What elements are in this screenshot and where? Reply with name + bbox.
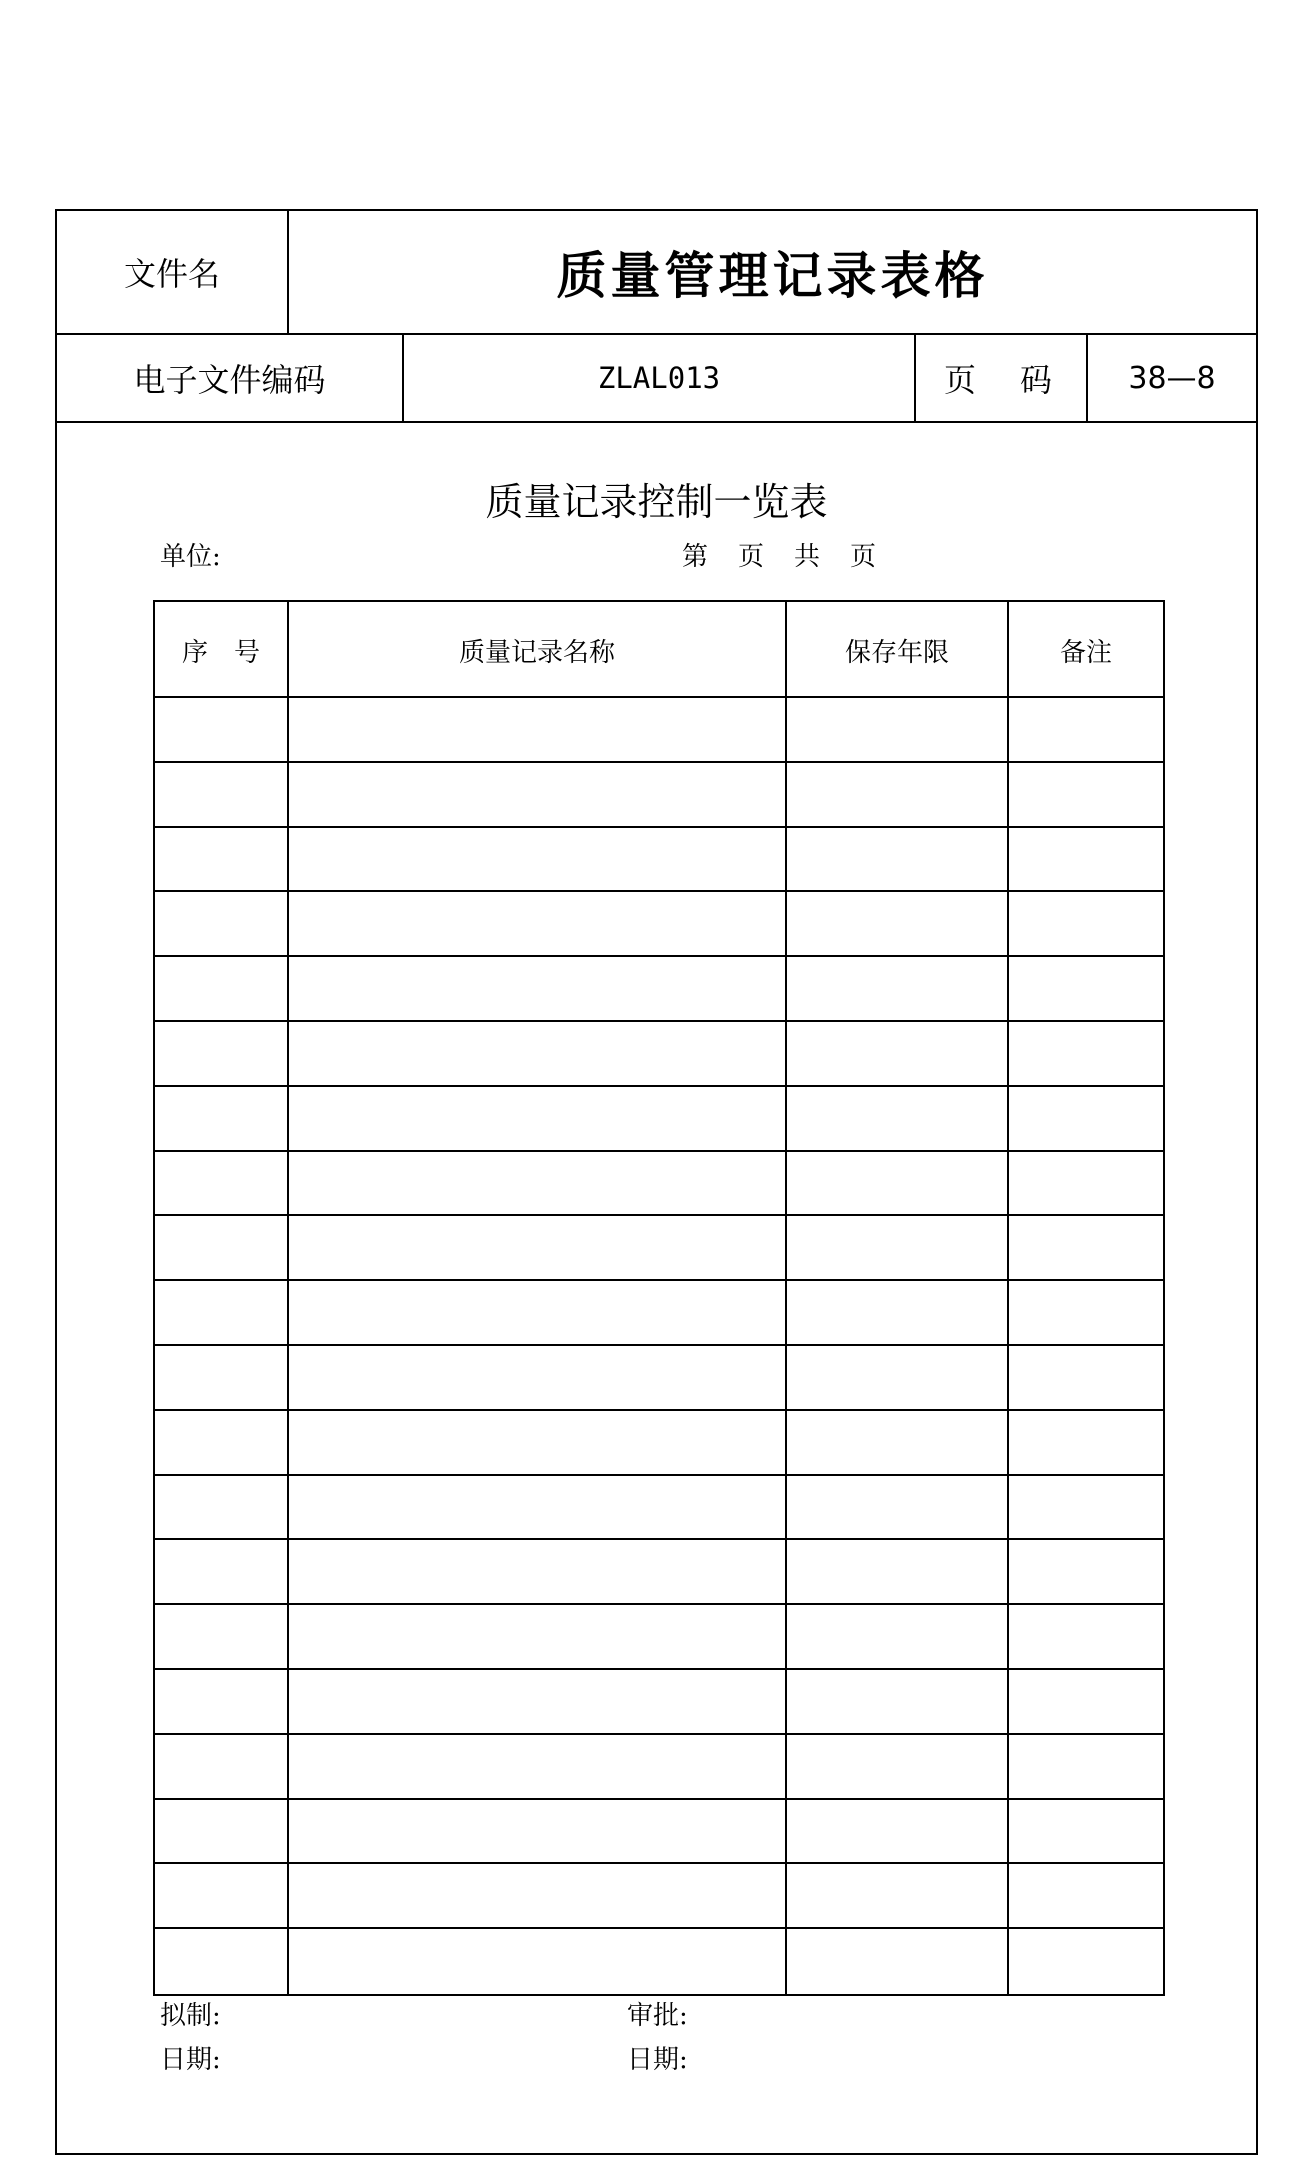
row-rule — [155, 1798, 1163, 1800]
table-row[interactable] — [155, 1605, 1163, 1670]
table-row[interactable] — [155, 1476, 1163, 1541]
page-label: 页 码 — [943, 361, 1058, 399]
form-title: 质量记录控制一览表 — [485, 480, 828, 524]
table-row[interactable] — [155, 1670, 1163, 1735]
header-divider — [287, 211, 289, 333]
unit-label: 单位: — [160, 542, 221, 572]
row-rule — [155, 1409, 1163, 1411]
row-rule — [155, 1344, 1163, 1346]
drafted-by-label: 拟制: — [160, 2001, 221, 2031]
row-rule — [155, 1538, 1163, 1540]
row-rule — [155, 1474, 1163, 1476]
table-row[interactable] — [155, 1540, 1163, 1605]
code-value: ZLAL013 — [597, 361, 721, 395]
records-table — [153, 600, 1165, 1996]
approved-by-label: 审批: — [627, 2001, 688, 2031]
column-header-retention: 保存年限 — [844, 637, 949, 668]
page-of-total: 第 页 共 页 — [682, 542, 879, 572]
column-header-remarks: 备注 — [1059, 637, 1112, 668]
row-rule — [155, 1020, 1163, 1022]
table-row[interactable] — [155, 1800, 1163, 1865]
table-row[interactable] — [155, 1735, 1163, 1800]
row-rule — [155, 1668, 1163, 1670]
row-rule — [155, 761, 1163, 763]
code-label: 电子文件编码 — [133, 361, 326, 399]
row-rule — [155, 1085, 1163, 1087]
document-frame — [55, 209, 1258, 2155]
table-row[interactable] — [155, 828, 1163, 893]
column-header-record-name: 质量记录名称 — [458, 637, 615, 668]
table-row[interactable] — [155, 1929, 1163, 1994]
table-row[interactable] — [155, 1346, 1163, 1411]
row-rule — [155, 1862, 1163, 1864]
table-row[interactable] — [155, 1281, 1163, 1346]
table-row[interactable] — [155, 763, 1163, 828]
approved-date-label: 日期: — [627, 2045, 688, 2075]
table-row[interactable] — [155, 1864, 1163, 1929]
row-rule — [155, 890, 1163, 892]
table-row[interactable] — [155, 892, 1163, 957]
header-rule — [57, 421, 1256, 423]
table-row[interactable] — [155, 1022, 1163, 1087]
row-rule — [155, 1150, 1163, 1152]
column-header-number: 序 号 — [181, 637, 260, 668]
document-title: 质量管理记录表格 — [556, 247, 989, 305]
row-rule — [155, 1733, 1163, 1735]
file-name-label: 文件名 — [123, 255, 220, 293]
table-row[interactable] — [155, 1216, 1163, 1281]
table-row[interactable] — [155, 698, 1163, 763]
row-rule — [155, 1927, 1163, 1929]
table-row[interactable] — [155, 1411, 1163, 1476]
table-row[interactable] — [155, 957, 1163, 1022]
row-rule — [155, 1214, 1163, 1216]
row-rule — [155, 826, 1163, 828]
row-rule — [155, 1279, 1163, 1281]
table-row[interactable] — [155, 1087, 1163, 1152]
table-row[interactable] — [155, 1152, 1163, 1217]
row-rule — [155, 955, 1163, 957]
page-number: 38—8 — [1128, 360, 1216, 396]
drafted-date-label: 日期: — [160, 2045, 221, 2075]
row-rule — [155, 1603, 1163, 1605]
